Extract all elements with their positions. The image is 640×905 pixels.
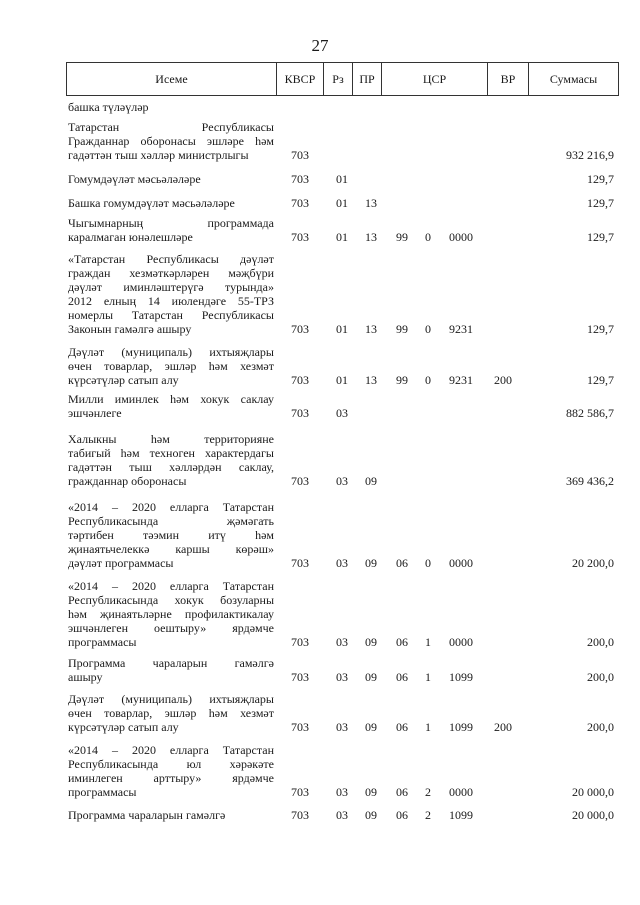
cell-csr-subprogram: 1 — [425, 670, 431, 684]
cell-name-line: Дәүләт (муниципаль) ихтыяҗлары — [68, 692, 274, 706]
cell-name-line: күрсәтүләр сатып алу — [68, 373, 179, 387]
cell-rz: 01 — [336, 196, 348, 210]
cell-kvsr: 703 — [291, 230, 309, 244]
cell-csr-direction: 0000 — [449, 230, 473, 244]
cell-csr-direction: 0000 — [449, 785, 473, 799]
cell-csr-direction: 1099 — [449, 720, 473, 734]
cell-name-line: Гомумдәүләт мәсьәләләре — [68, 172, 201, 186]
header-rz: Рз — [324, 63, 353, 95]
cell-name-line: өчен товарлар, эшләр һәм хезмәт — [68, 706, 274, 720]
cell-name-line: 2012 елның 14 июлендәге 55-ТРЗ — [68, 294, 274, 308]
cell-vr: 200 — [494, 373, 512, 387]
cell-name-line: Халыкны һәм территорияне — [68, 432, 274, 446]
cell-csr-direction: 0000 — [449, 556, 473, 570]
cell-pr: 09 — [365, 785, 377, 799]
cell-csr-program: 99 — [396, 322, 408, 336]
cell-kvsr: 703 — [291, 406, 309, 420]
cell-csr-program: 06 — [396, 808, 408, 822]
cell-rz: 01 — [336, 373, 348, 387]
cell-sum: 369 436,2 — [566, 474, 614, 488]
cell-sum: 129,7 — [587, 230, 614, 244]
cell-sum: 882 586,7 — [566, 406, 614, 420]
cell-name-line: программасы — [68, 635, 137, 649]
cell-csr-program: 06 — [396, 556, 408, 570]
cell-name-line: җинаятьчелеккә каршы көрәш» — [68, 542, 274, 556]
cell-rz: 01 — [336, 172, 348, 186]
cell-name-line: табигый һәм техноген характердагы — [68, 446, 274, 460]
cell-pr: 09 — [365, 720, 377, 734]
cell-rz: 03 — [336, 785, 348, 799]
cell-csr-program: 99 — [396, 230, 408, 244]
cell-kvsr: 703 — [291, 670, 309, 684]
cell-name-line: «2014 – 2020 елларга Татарстан — [68, 743, 274, 757]
cell-sum: 20 200,0 — [572, 556, 614, 570]
cell-kvsr: 703 — [291, 808, 309, 822]
header-vr: ВР — [488, 63, 529, 95]
cell-name-line: «2014 – 2020 елларга Татарстан — [68, 579, 274, 593]
cell-rz: 01 — [336, 322, 348, 336]
cell-sum: 20 000,0 — [572, 785, 614, 799]
cell-kvsr: 703 — [291, 196, 309, 210]
cell-name-line: «2014 – 2020 елларга Татарстан — [68, 500, 274, 514]
cell-name-line: Дәүләт (муниципаль) ихтыяҗлары — [68, 345, 274, 359]
cell-name-line: гражданнар оборонасы — [68, 474, 187, 488]
cell-rz: 03 — [336, 474, 348, 488]
cell-csr-direction: 1099 — [449, 670, 473, 684]
page-number: 27 — [311, 36, 329, 55]
cell-name-line: иминлеген арттыру» ярдәмче — [68, 771, 274, 785]
cell-sum: 200,0 — [587, 720, 614, 734]
cell-csr-subprogram: 2 — [425, 785, 431, 799]
cell-pr: 13 — [365, 322, 377, 336]
cell-pr: 09 — [365, 670, 377, 684]
cell-csr-subprogram: 0 — [425, 230, 431, 244]
continuation-text: башка түләүләр — [68, 100, 149, 114]
cell-csr-subprogram: 2 — [425, 808, 431, 822]
cell-kvsr: 703 — [291, 172, 309, 186]
cell-kvsr: 703 — [291, 474, 309, 488]
cell-name-line: Милли иминлек һәм хокук саклау — [68, 392, 274, 406]
cell-name-line: номерлы Татарстан Республикасы — [68, 308, 274, 322]
cell-kvsr: 703 — [291, 635, 309, 649]
cell-rz: 03 — [336, 635, 348, 649]
cell-kvsr: 703 — [291, 373, 309, 387]
cell-name-line: «Татарстан Республикасы дәүләт — [68, 252, 274, 266]
cell-csr-direction: 9231 — [449, 322, 473, 336]
cell-kvsr: 703 — [291, 148, 309, 162]
cell-csr-direction: 0000 — [449, 635, 473, 649]
cell-csr-subprogram: 0 — [425, 322, 431, 336]
header-pr: ПР — [353, 63, 382, 95]
cell-name-line: граждан хезмәткәрләрен мәҗбүри — [68, 266, 274, 280]
cell-name-line: күрсәтүләр сатып алу — [68, 720, 179, 734]
cell-rz: 03 — [336, 720, 348, 734]
cell-csr-program: 06 — [396, 670, 408, 684]
cell-sum: 129,7 — [587, 172, 614, 186]
cell-name-line: тәртибен тәэмин итү һәм — [68, 528, 274, 542]
cell-kvsr: 703 — [291, 556, 309, 570]
cell-name-line: гадәттән тыш хәлләр министрлыгы — [68, 148, 249, 162]
cell-vr: 200 — [494, 720, 512, 734]
cell-pr: 09 — [365, 556, 377, 570]
cell-sum: 932 216,9 — [566, 148, 614, 162]
cell-name-line: Гражданнар оборонасы эшләре һәм — [68, 134, 274, 148]
cell-name-line: программасы — [68, 785, 137, 799]
cell-name-line: Чыгымнарның программада — [68, 216, 274, 230]
cell-name-line: Программа чараларын гамәлгә — [68, 656, 274, 670]
cell-name-line: дәүләт программасы — [68, 556, 174, 570]
cell-sum: 200,0 — [587, 635, 614, 649]
cell-sum: 129,7 — [587, 196, 614, 210]
cell-csr-subprogram: 0 — [425, 556, 431, 570]
cell-name — [68, 808, 274, 822]
header-csr: ЦСР — [382, 63, 488, 95]
cell-csr-subprogram: 1 — [425, 635, 431, 649]
cell-pr: 13 — [365, 230, 377, 244]
cell-rz: 03 — [336, 670, 348, 684]
cell-name-line: өчен товарлар, эшләр һәм хезмәт — [68, 359, 274, 373]
cell-pr: 13 — [365, 196, 377, 210]
cell-csr-subprogram: 0 — [425, 373, 431, 387]
cell-name-line: эшчәнлеген оештыру» ярдәмче — [68, 621, 274, 635]
cell-name-line: Республикасында юл хәрәкәте — [68, 757, 274, 771]
cell-name-line: Республикасында җәмәгать — [68, 514, 274, 528]
cell-sum: 20 000,0 — [572, 808, 614, 822]
header-name: Исеме — [67, 63, 277, 95]
cell-name-line: ашыру — [68, 670, 103, 684]
cell-rz: 01 — [336, 230, 348, 244]
header-kvsr: КВСР — [277, 63, 324, 95]
cell-sum: 129,7 — [587, 322, 614, 336]
cell-csr-program: 06 — [396, 635, 408, 649]
cell-csr-direction: 1099 — [449, 808, 473, 822]
cell-sum: 200,0 — [587, 670, 614, 684]
cell-pr: 09 — [365, 808, 377, 822]
cell-pr: 09 — [365, 474, 377, 488]
cell-csr-subprogram: 1 — [425, 720, 431, 734]
cell-rz: 03 — [336, 406, 348, 420]
cell-csr-program: 06 — [396, 720, 408, 734]
cell-name-line: гадәттән тыш хәлләрдән саклау, — [68, 460, 274, 474]
cell-sum: 129,7 — [587, 373, 614, 387]
cell-csr-direction: 9231 — [449, 373, 473, 387]
cell-kvsr: 703 — [291, 720, 309, 734]
cell-rz: 03 — [336, 808, 348, 822]
cell-csr-program: 99 — [396, 373, 408, 387]
cell-kvsr: 703 — [291, 322, 309, 336]
cell-kvsr: 703 — [291, 785, 309, 799]
cell-name-line: каралмаган юнәлешләре — [68, 230, 193, 244]
cell-name-line: Татарстан Республикасы — [68, 120, 274, 134]
cell-name-line: Республикасында хокук бозуларны — [68, 593, 274, 607]
cell-name-line: һәм җинаятьләрне профилактикалау — [68, 607, 274, 621]
cell-name-line: Программа чараларын гамәлгә — [68, 808, 226, 822]
cell-rz: 03 — [336, 556, 348, 570]
cell-name-line: дәүләт иминләштерүгә турында» — [68, 280, 274, 294]
cell-name-line: Башка гомумдәүләт мәсьәләләре — [68, 196, 235, 210]
cell-csr-program: 06 — [396, 785, 408, 799]
cell-pr: 09 — [365, 635, 377, 649]
cell-name-line: Законын гамәлгә ашыру — [68, 322, 192, 336]
header-sum: Суммасы — [549, 72, 598, 86]
cell-pr: 13 — [365, 373, 377, 387]
cell-name-line: эшчәнлеге — [68, 406, 122, 420]
